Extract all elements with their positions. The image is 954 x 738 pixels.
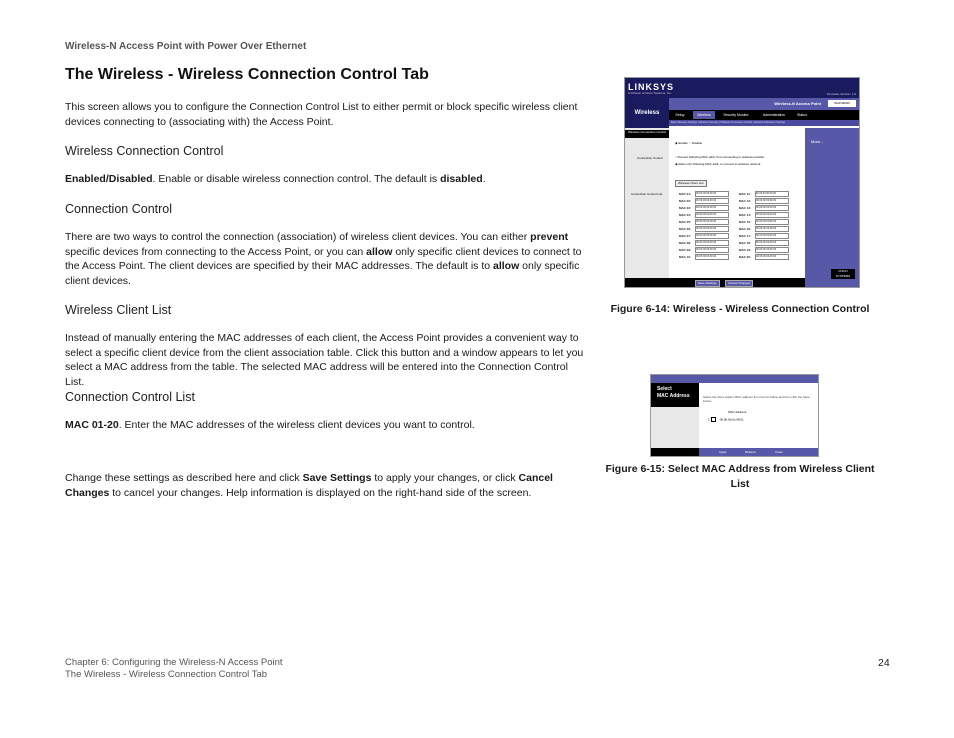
mac-row <box>739 212 789 218</box>
mac-input[interactable]: 00:00:00:00:00:00 <box>695 226 729 232</box>
footer-chapter: Chapter 6: Configuring the Wireless-N Access Point <box>65 657 283 668</box>
mac-label: MAC 11: <box>739 192 751 196</box>
left-panel <box>625 128 669 278</box>
mac-row <box>679 247 729 253</box>
cisco-logo: CISCO SYSTEMS <box>831 269 855 279</box>
mac-input[interactable]: 00:00:00:00:00:00 <box>755 212 789 218</box>
mac-input[interactable]: 00:00:00:00:00:00 <box>695 212 729 218</box>
firmware-version: Firmware Version: 1.0 <box>826 92 856 96</box>
main-nav <box>669 110 859 120</box>
mac-row <box>739 233 789 239</box>
wcc-paragraph <box>65 172 590 187</box>
closing-cancel: Cancel Changes <box>65 472 553 499</box>
mac-label: MAC 17: <box>739 234 752 238</box>
model-badge: WAP4400N <box>828 100 856 107</box>
cc-text-1: There are two ways to control the connection (association) of wireless client devices. You can either <box>65 231 531 243</box>
ccl-label: Connection Control List <box>631 192 663 196</box>
mac-label: MAC 08: <box>679 241 692 245</box>
sub-nav[interactable]: Basic Wireless Settings | Wireless Security | Wireless Connection Control | Advanced Wireless Settings <box>669 120 860 126</box>
mac-input[interactable]: 00:00:00:00:00:00 <box>695 247 729 253</box>
mac-label: MAC 09: <box>679 248 692 252</box>
mac-input[interactable]: 00:00:00:00:00:00 <box>695 205 729 211</box>
f2-column-header: MAC Address <box>728 410 747 414</box>
mac-input[interactable]: 00:00:00:00:00:00 <box>695 219 729 225</box>
mac-input[interactable]: 00:00:00:00:00:00 <box>755 226 789 232</box>
mac-row <box>739 191 789 197</box>
f2-top-bar <box>651 375 818 383</box>
mac-row <box>679 240 729 246</box>
bottom-bar <box>669 278 805 287</box>
mac-input[interactable]: 00:00:00:00:00:00 <box>755 219 789 225</box>
mac-label: MAC 19: <box>739 248 752 252</box>
mac-label: MAC 14: <box>739 213 752 217</box>
closing-text-3: to cancel your changes. Help information is displayed on the right-hand side of the screen. <box>109 486 532 499</box>
mac-row <box>739 198 789 204</box>
mac-row <box>739 226 789 232</box>
tab-wireless[interactable]: Wireless <box>693 111 715 119</box>
page-title: The Wireless - Wireless Connection Control Tab <box>65 66 429 83</box>
wcc-default: disabled <box>440 173 483 185</box>
disable-label: Disable <box>692 141 703 145</box>
mac-input[interactable]: 00:00:00:00:00:00 <box>755 205 789 211</box>
wcc-text-2: . <box>482 173 486 185</box>
mac-input[interactable]: 00:00:00:00:00:00 <box>755 240 789 246</box>
tab-setup[interactable]: Setup <box>675 113 685 117</box>
mac-input[interactable]: 00:00:00:00:00:00 <box>755 247 789 253</box>
mac-label: MAC 06: <box>679 227 692 231</box>
closing-paragraph <box>65 471 565 500</box>
mac-label: MAC 15: <box>739 220 752 224</box>
mac-row <box>739 219 789 225</box>
left-label: Wireless Connection Control <box>625 130 669 138</box>
mac-label: MAC 03: <box>679 206 692 210</box>
cc-label: Connection Control <box>637 156 663 160</box>
f2-title <box>651 383 699 407</box>
enable-radio[interactable]: ◉ Enable ○ Disable <box>675 141 703 145</box>
mac-row <box>739 247 789 253</box>
heading-wireless-client-list: Wireless Client List <box>65 303 172 317</box>
mac-row <box>679 226 729 232</box>
mac-input[interactable]: 00:00:00:00:00:00 <box>695 198 729 204</box>
cc-bold-2: allow <box>366 245 393 258</box>
mac-input[interactable]: 00:00:00:00:00:00 <box>755 254 789 260</box>
tab-administration[interactable]: Administration <box>762 113 786 117</box>
mac-label: MAC 02: <box>679 199 692 203</box>
refresh-button[interactable]: Refresh <box>745 450 756 454</box>
mac-row <box>739 240 789 246</box>
cc-paragraph <box>65 230 590 288</box>
cc-bold-1: prevent <box>530 231 569 243</box>
mac-input[interactable]: 00:00:00:00:00:00 <box>755 191 789 197</box>
ccl-text: . Enter the MAC addresses of the wireless client devices you want to control. <box>118 419 475 431</box>
f2-bottom-bar <box>699 448 818 456</box>
wireless-client-list-button[interactable]: Wireless Client List <box>675 180 707 187</box>
figure-select-mac-address <box>650 374 819 457</box>
closing-save: Save Settings <box>302 472 372 484</box>
figure1-caption: Figure 6-14: Wireless - Wireless Connection Control <box>610 303 870 315</box>
mac-input[interactable]: 00:00:00:00:00:00 <box>755 198 789 204</box>
mac-label: MAC 13: <box>739 206 752 210</box>
section-label: Wireless <box>625 98 669 128</box>
mac-input[interactable]: 00:00:00:00:00:00 <box>695 233 729 239</box>
f2-title-line1: Select <box>657 386 672 392</box>
mac-row <box>679 191 729 197</box>
mac-row <box>739 254 789 260</box>
prevent-label: Prevent following MAC addr. from connecting to wireless network <box>677 155 765 159</box>
mac-row <box>679 254 729 260</box>
closing-text-2: to apply your changes, or click <box>371 472 519 484</box>
mac-row <box>739 205 789 211</box>
wcl-paragraph: Instead of manually entering the MAC addresses of each client, the Access Point provides a convenient way to select a specific client device from the client association table. Click this button and a window appears to let you select a MAC address from the table. The selected MAC address will be entered into the Connection Control List. <box>65 332 584 388</box>
allow-radio[interactable]: ◉ Allow only following MAC addr. to connect to wireless network <box>675 162 761 166</box>
f2-mac-row[interactable] <box>708 417 744 422</box>
mac-row <box>679 198 729 204</box>
cc-text-3: only specific client devices to connect to the Access Point. The client devices are specified by their MAC addresses. The default is to <box>65 245 582 272</box>
heading-wireless-connection-control: Wireless Connection Control <box>65 144 224 158</box>
mac-row <box>679 205 729 211</box>
f2-row-index: 1 <box>708 417 710 422</box>
footer <box>65 657 283 681</box>
enable-label: Enable <box>678 141 688 145</box>
mac-label: MAC 12: <box>739 199 752 203</box>
mac-row <box>679 212 729 218</box>
apply-button[interactable]: Apply <box>719 450 727 454</box>
help-panel <box>805 128 859 287</box>
cc-text-4: only specific client devices. <box>65 260 580 287</box>
mac-input[interactable]: 00:00:00:00:00:00 <box>695 240 729 246</box>
f2-title-line2: MAC Address <box>657 393 690 399</box>
ccl-paragraph <box>65 418 590 433</box>
tab-status[interactable]: Status <box>797 113 807 117</box>
mac-label: MAC 18: <box>739 241 752 245</box>
ccl-term: MAC 01-20 <box>65 419 119 431</box>
f2-row-checkbox[interactable] <box>711 417 716 422</box>
cc-bold-3: allow <box>493 260 520 272</box>
closing-text-1: Change these settings as described here and click <box>65 472 303 484</box>
mac-row <box>679 233 729 239</box>
mac-input[interactable]: 00:00:00:00:00:00 <box>755 233 789 239</box>
more-link[interactable]: More... <box>811 139 824 144</box>
figure-wireless-connection-control <box>624 77 860 288</box>
tab-security-monitor[interactable]: Security Monitor <box>723 113 749 117</box>
close-button[interactable]: Close <box>775 450 783 454</box>
mac-label: MAC 01: <box>679 192 692 196</box>
running-header: Wireless-N Access Point with Power Over Ethernet <box>65 41 307 52</box>
f2-description: Select the client station MAC address from the list below and then click the Save button. <box>703 395 810 403</box>
intro-paragraph: This screen allows you to configure the Connection Control List to either permit or block specific wireless client devices connecting to (associating with) the Access Point. <box>65 101 578 128</box>
mac-label: MAC 04: <box>679 213 692 217</box>
heading-connection-control-list: Connection Control List <box>65 390 195 404</box>
page-number: 24 <box>878 657 890 669</box>
cc-text-2: specific devices from connecting to the Access Point, or you can <box>65 245 367 258</box>
figure2-caption: Figure 6-15: Select MAC Address from Wireless Client List <box>605 463 875 490</box>
mac-label: MAC 10: <box>679 255 692 259</box>
mac-label: MAC 07: <box>679 234 692 238</box>
mac-label: MAC 16: <box>739 227 752 231</box>
product-name: Wireless-N Access Point <box>774 101 821 106</box>
footer-section: The Wireless - Wireless Connection Control Tab <box>65 669 268 680</box>
prevent-radio[interactable]: ○ Prevent following MAC addr. from connecting to wireless network <box>675 155 765 159</box>
f2-row-mac: 00:0b:0b:0c:08:01 <box>719 417 744 422</box>
bottom-left-bar <box>625 278 669 287</box>
mac-row <box>679 219 729 225</box>
wcc-text-1: . Enable or disable wireless connection control. The default is <box>152 173 441 185</box>
wcc-term: Enabled/Disabled <box>65 173 153 185</box>
allow-label: Allow only following MAC addr. to connect to wireless network <box>678 162 761 166</box>
logo-subtitle: A Division of Cisco Systems, Inc. <box>628 91 672 95</box>
mac-label: MAC 05: <box>679 220 692 224</box>
mac-input[interactable]: 00:00:00:00:00:00 <box>695 191 729 197</box>
linksys-logo: LINKSYS <box>628 82 675 92</box>
cancel-changes-button[interactable]: Cancel Changes <box>725 280 753 287</box>
heading-connection-control: Connection Control <box>65 202 173 216</box>
mac-label: MAC 20: <box>739 255 752 259</box>
f2-bottom-left-bar <box>651 448 699 456</box>
save-settings-button[interactable]: Save Settings <box>695 280 720 287</box>
mac-input[interactable]: 00:00:00:00:00:00 <box>695 254 729 260</box>
